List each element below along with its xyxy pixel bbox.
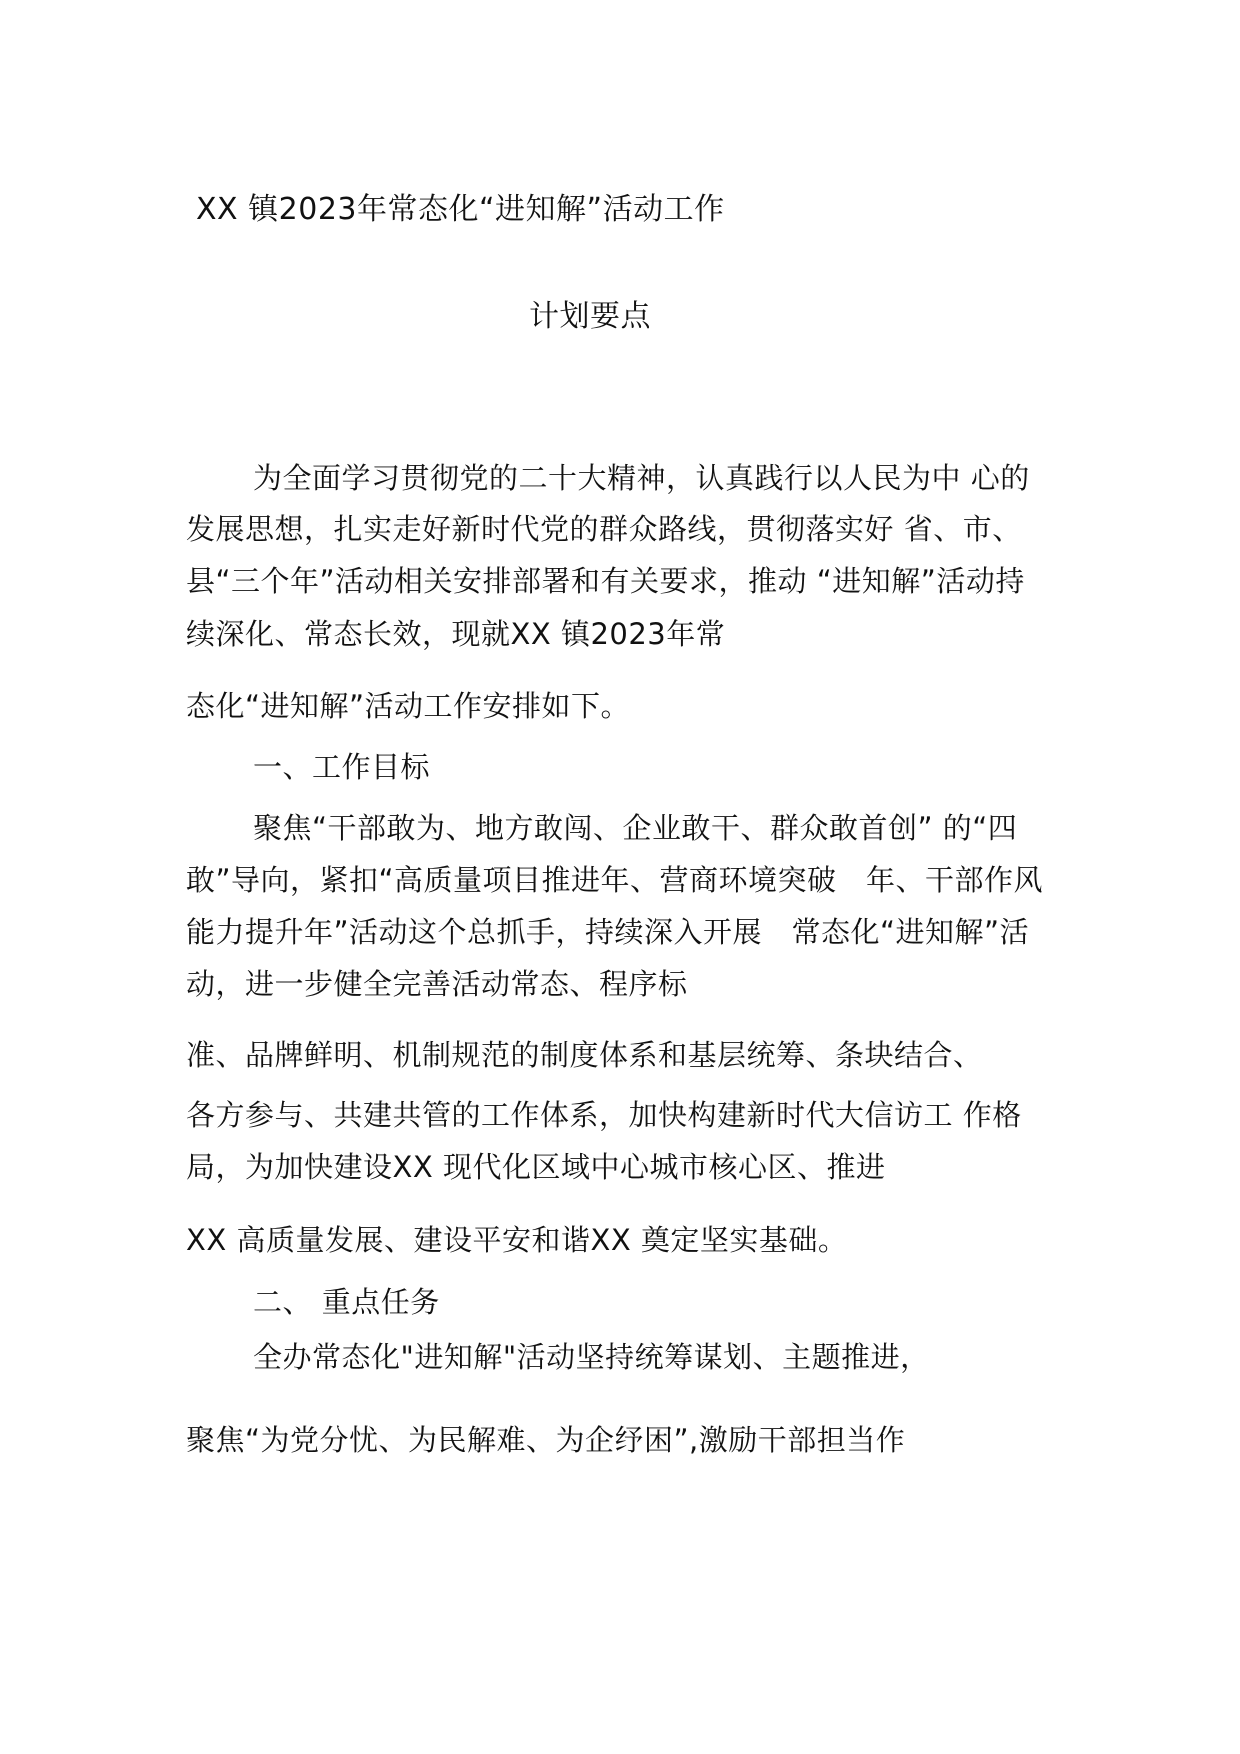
section-2-line-1: 全办常态化"进知解"活动坚持统筹谋划、主题推进， [253, 1340, 930, 1374]
section-1-line-7: 局，为加快建设XX 现代化区域中心城市核心区、推进 [186, 1150, 886, 1184]
section-1-line-3: 能力提升年”活动这个总抓手，持续深入开展 常态化“进知解”活 [186, 915, 1030, 949]
document-title-line-1: XX 镇2023年常态化“进知解”活动工作 [196, 192, 725, 227]
section-1-line-5: 准、品牌鲜明、机制规范的制度体系和基层统筹、条块结合、 [186, 1038, 983, 1072]
document-title-line-2: 计划要点 [529, 299, 651, 334]
intro-line-2: 发展思想，扎实走好新时代党的群众路线，贯彻落实好 省、市、 [186, 512, 1022, 546]
section-1-line-8: XX 高质量发展、建设平安和谐XX 奠定坚实基础。 [186, 1223, 848, 1257]
intro-line-1: 为全面学习贯彻党的二十大精神，认真践行以人民为中 心的 [253, 461, 1030, 495]
intro-line-3: 县“三个年”活动相关安排部署和有关要求，推动 “进知解”活动持 [186, 564, 1025, 598]
section-1-line-6: 各方参与、共建共管的工作体系，加快构建新时代大信访工 作格 [186, 1098, 1022, 1132]
section-2-line-2: 聚焦“为党分忧、为民解难、为企纾困”,激励干部担当作 [186, 1423, 906, 1457]
intro-line-4: 续深化、常态长效，现就XX 镇2023年常 [186, 617, 726, 651]
intro-line-5: 态化“进知解”活动工作安排如下。 [186, 689, 631, 723]
section-2-heading: 二、 重点任务 [253, 1285, 440, 1319]
section-1-heading: 一、工作目标 [253, 750, 431, 784]
section-1-line-2: 敢”导向，紧扣“高质量项目推进年、营商环境突破 年、干部作风 [186, 863, 1044, 897]
section-1-line-1: 聚焦“干部敢为、地方敢闯、企业敢干、群众敢首创” 的“四 [253, 811, 1018, 845]
section-1-line-4: 动，进一步健全完善活动常态、程序标 [186, 967, 688, 1001]
